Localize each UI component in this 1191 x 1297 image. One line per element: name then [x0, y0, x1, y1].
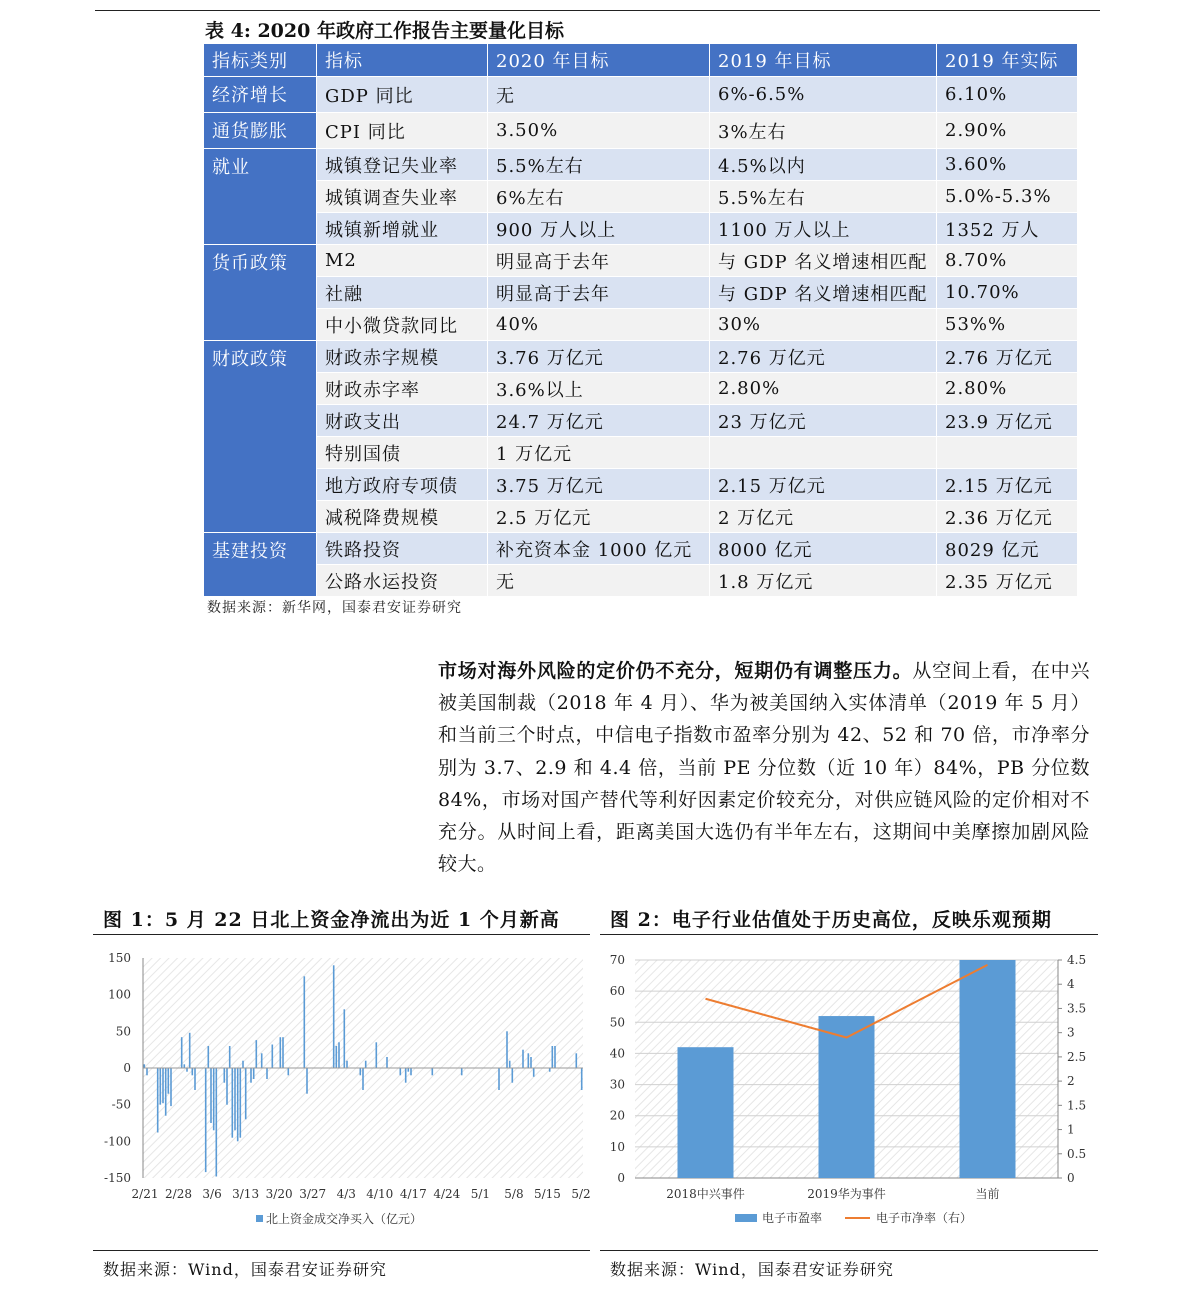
- chart1-xtick-label: 4/10: [366, 1187, 394, 1201]
- chart1-ytick-label: 100: [108, 987, 131, 1002]
- chart1-bar: [184, 1064, 186, 1068]
- chart1-ytick-label: -50: [111, 1097, 131, 1112]
- table-row: [204, 309, 1078, 341]
- chart2-legend-bar-label: 电子市盈率: [762, 1211, 823, 1225]
- indicator-cell: GDP 同比: [317, 77, 488, 113]
- chart1-bar: [165, 1068, 167, 1116]
- value-cell: 8029 亿元: [937, 533, 1078, 565]
- chart2-bar: [678, 1047, 734, 1178]
- chart1-bar: [549, 1068, 551, 1072]
- indicator-cell: 财政赤字规模: [317, 341, 488, 373]
- chart1-bar: [194, 1068, 196, 1090]
- value-cell: 2.80%: [710, 373, 937, 405]
- chart1-bar: [336, 1046, 338, 1068]
- paragraph-text: 从空间上看，在中兴被美国制裁（2018 年 4 月）、华为被美国纳入实体清单（2019 年 5 月）和当前三个时点，中信电子指数市盈率分别为 42、52 和 70 倍，市净率分别为 3.7、2.9 和 4.4 倍，当前 PE 分位数（近 10 年）84%，PB 分位数 84%，市场对国产替代等利好因素定价较充分，对供应链风险的定价相对不充分。从时间上看，距离美国大选仍有半年左右，这期间中美摩擦加剧风险较大。: [438, 660, 1090, 876]
- chart1-bar: [506, 1031, 508, 1068]
- chart1-bar: [386, 1057, 388, 1068]
- chart2-legend-line-label: 电子市净率（右）: [876, 1211, 973, 1225]
- indicator-cell: 铁路投资: [317, 533, 488, 565]
- chart1-bar: [498, 1068, 500, 1090]
- chart1-xtick-label: 3/20: [265, 1187, 293, 1201]
- value-cell: 5.5%左右: [488, 149, 710, 181]
- page-header-strip: [0, 0, 1191, 8]
- chart2-y2tick-label: 2.5: [1067, 1049, 1087, 1064]
- figure1-chart: [93, 940, 593, 1240]
- chart1-xtick-label: 5/2: [571, 1187, 591, 1201]
- chart1-bar: [272, 1045, 274, 1069]
- table-row: [204, 277, 1078, 309]
- figure2-bottom-rule: [600, 1250, 1098, 1251]
- chart1-bar: [192, 1068, 194, 1075]
- chart1-bar: [224, 1068, 226, 1083]
- chart1-bar: [245, 1068, 247, 1119]
- table-row: [204, 469, 1078, 501]
- chart1-bar: [333, 965, 335, 1068]
- chart1-ytick-label: -100: [104, 1134, 131, 1149]
- chart1-bar: [170, 1068, 172, 1106]
- value-cell: 2.36 万亿元: [937, 501, 1078, 533]
- value-cell: 53%%: [937, 309, 1078, 341]
- chart1-bar: [533, 1068, 535, 1077]
- header-category: 指标类别: [204, 44, 317, 77]
- chart1-bar: [213, 1068, 215, 1130]
- value-cell: [937, 437, 1078, 469]
- chart1-bar: [253, 1068, 255, 1079]
- chart1-bar: [232, 1068, 234, 1138]
- indicator-cell: CPI 同比: [317, 113, 488, 149]
- value-cell: 3.60%: [937, 149, 1078, 181]
- value-cell: 2.5 万亿元: [488, 501, 710, 533]
- value-cell: 1352 万人: [937, 213, 1078, 245]
- value-cell: 24.7 万亿元: [488, 405, 710, 437]
- chart1-bar: [266, 1068, 268, 1079]
- figure1-rule: [93, 934, 590, 935]
- table-row: [204, 437, 1078, 469]
- chart1-bar: [250, 1068, 252, 1083]
- chart1-ytick-label: 0: [123, 1061, 131, 1075]
- chart1-bar: [160, 1068, 162, 1105]
- value-cell: 40%: [488, 309, 710, 341]
- chart1-bar: [280, 1037, 282, 1068]
- value-cell: 3.75 万亿元: [488, 469, 710, 501]
- chart1-bar: [344, 1009, 346, 1068]
- header-2020-target: 2020 年目标: [488, 44, 710, 77]
- table-row: [204, 405, 1078, 437]
- table-row: [204, 533, 1078, 565]
- value-cell: 3%左右: [710, 113, 937, 149]
- value-cell: 8000 亿元: [710, 533, 937, 565]
- chart1-bar: [234, 1068, 236, 1130]
- value-cell: 3.6%以上: [488, 373, 710, 405]
- value-cell: 10.70%: [937, 277, 1078, 309]
- chart1-bar: [146, 1068, 148, 1075]
- value-cell: 3.50%: [488, 113, 710, 149]
- chart1-bar: [210, 1068, 212, 1123]
- value-cell: 1.8 万亿元: [710, 565, 937, 597]
- value-cell: 2.76 万亿元: [937, 341, 1078, 373]
- paragraph-lead: 市场对海外风险的定价仍不充分，短期仍有调整压力。: [438, 660, 913, 682]
- value-cell: 2.80%: [937, 373, 1078, 405]
- chart1-bar: [229, 1046, 231, 1068]
- chart1-bar: [237, 1068, 239, 1141]
- table-row: [204, 373, 1078, 405]
- indicator-cell: 城镇调查失业率: [317, 181, 488, 213]
- chart1-bar: [205, 1068, 207, 1172]
- indicator-cell: 公路水运投资: [317, 565, 488, 597]
- chart1-xtick-label: 4/24: [433, 1187, 461, 1201]
- value-cell: 1 万亿元: [488, 437, 710, 469]
- chart1-bar: [400, 1068, 402, 1075]
- chart2-y2tick-label: 1.5: [1067, 1098, 1087, 1113]
- chart1-bar: [362, 1068, 364, 1090]
- chart1-bar: [522, 1050, 524, 1068]
- chart1-bar: [282, 1037, 284, 1068]
- category-cell: 货币政策: [204, 245, 317, 341]
- table-row: [204, 181, 1078, 213]
- chart1-bar: [552, 1046, 554, 1068]
- chart2-bar: [819, 1016, 875, 1178]
- chart1-bar: [360, 1068, 362, 1075]
- chart1-xtick-label: 3/27: [299, 1187, 327, 1201]
- value-cell: 6.10%: [937, 77, 1078, 113]
- chart2-bar: [960, 960, 1016, 1178]
- table-row: [204, 213, 1078, 245]
- chart1-bar: [168, 1068, 170, 1094]
- indicator-cell: M2: [317, 245, 488, 277]
- chart1-bar: [288, 1068, 290, 1075]
- value-cell: 2.15 万亿元: [710, 469, 937, 501]
- chart2-ytick-label: 70: [609, 953, 625, 967]
- chart1-bar: [376, 1042, 378, 1068]
- chart1-bar: [365, 1061, 367, 1068]
- value-cell: 900 万人以上: [488, 213, 710, 245]
- value-cell: 2 万亿元: [710, 501, 937, 533]
- chart2-y2tick-label: 0: [1067, 1171, 1075, 1185]
- category-cell: 就业: [204, 149, 317, 245]
- chart2-ytick-label: 20: [609, 1108, 625, 1123]
- table-row: [204, 113, 1078, 149]
- chart1-bar: [189, 1033, 191, 1068]
- table-row: [204, 77, 1078, 113]
- value-cell: 无: [488, 77, 710, 113]
- value-cell: 23 万亿元: [710, 405, 937, 437]
- chart2-legend-bar-swatch: [735, 1214, 757, 1222]
- chart1-bar: [405, 1068, 407, 1083]
- chart2-xtick-label: 2019华为事件: [807, 1187, 886, 1201]
- chart2-ytick-label: 50: [609, 1015, 625, 1030]
- chart1-bar: [242, 1061, 244, 1068]
- chart1-bar: [261, 1053, 263, 1068]
- chart2-ytick-label: 30: [609, 1077, 625, 1092]
- chart1-xtick-label: 2/21: [131, 1187, 159, 1201]
- table-row: [204, 245, 1078, 277]
- indicator-cell: 地方政府专项债: [317, 469, 488, 501]
- chart2-y2tick-label: 3.5: [1067, 1001, 1087, 1016]
- chart1-xtick-label: 5/1: [470, 1187, 491, 1201]
- figure1-source: 数据来源：Wind，国泰君安证券研究: [103, 1260, 387, 1279]
- figure1-bottom-rule: [93, 1250, 590, 1251]
- chart1-ytick-label: 150: [108, 951, 131, 965]
- targets-table: [203, 43, 1078, 597]
- chart2-ytick-label: 10: [609, 1139, 625, 1154]
- value-cell: 5.5%左右: [710, 181, 937, 213]
- chart1-bar: [186, 1068, 188, 1072]
- indicator-cell: 财政赤字率: [317, 373, 488, 405]
- chart1-xtick-label: 3/6: [202, 1187, 222, 1201]
- chart1-bar: [346, 1061, 348, 1068]
- chart1-bar: [461, 1068, 463, 1075]
- value-cell: 与 GDP 名义增速相匹配: [710, 245, 937, 277]
- chart1-bar: [304, 976, 306, 1068]
- chart1-bar: [208, 1046, 210, 1068]
- table-row: [204, 501, 1078, 533]
- chart2-y2tick-label: 2: [1067, 1074, 1075, 1089]
- chart1-ytick-label: 50: [115, 1024, 131, 1039]
- value-cell: 30%: [710, 309, 937, 341]
- chart1-bar: [157, 1068, 159, 1133]
- header-indicator: 指标: [317, 44, 488, 77]
- indicator-cell: 财政支出: [317, 405, 488, 437]
- header-2019-actual: 2019 年实际: [937, 44, 1078, 77]
- chart2-y2tick-label: 4: [1067, 977, 1075, 992]
- chart1-bar: [216, 1068, 218, 1177]
- chart2-ytick-label: 60: [609, 984, 625, 999]
- chart1-bar: [240, 1068, 242, 1138]
- chart2-y2tick-label: 3: [1067, 1025, 1075, 1040]
- header-2019-target: 2019 年目标: [710, 44, 937, 77]
- table-row: [204, 149, 1078, 181]
- chart1-bar: [226, 1068, 228, 1105]
- body-paragraph: [438, 655, 1090, 880]
- table-row: [204, 565, 1078, 597]
- chart1-legend-swatch: [256, 1215, 263, 1222]
- indicator-cell: 社融: [317, 277, 488, 309]
- chart1-bar: [576, 1053, 578, 1068]
- category-cell: 经济增长: [204, 77, 317, 113]
- chart1-bar: [432, 1068, 434, 1075]
- value-cell: 明显高于去年: [488, 277, 710, 309]
- table-source: 数据来源：新华网，国泰君安证券研究: [207, 600, 462, 616]
- chart1-xtick-label: 3/13: [232, 1187, 260, 1201]
- value-cell: [710, 437, 937, 469]
- chart1-bar: [530, 1057, 532, 1068]
- table-header-row: [204, 44, 1078, 77]
- chart1-ytick-label: -150: [104, 1171, 131, 1185]
- value-cell: 2.15 万亿元: [937, 469, 1078, 501]
- chart1-xtick-label: 4/17: [399, 1187, 427, 1201]
- chart2-y2tick-label: 0.5: [1067, 1146, 1087, 1161]
- chart1-xtick-label: 5/8: [504, 1187, 524, 1201]
- value-cell: 4.5%以内: [710, 149, 937, 181]
- chart2-y2tick-label: 4.5: [1067, 953, 1087, 967]
- chart2-ytick-label: 40: [609, 1046, 625, 1061]
- value-cell: 8.70%: [937, 245, 1078, 277]
- chart1-bar: [554, 1046, 556, 1068]
- category-cell: 基建投资: [204, 533, 317, 597]
- chart1-bar: [581, 1068, 583, 1090]
- figure2-source: 数据来源：Wind，国泰君安证券研究: [610, 1260, 894, 1279]
- value-cell: 2.35 万亿元: [937, 565, 1078, 597]
- chart2-ytick-label: 0: [617, 1171, 625, 1185]
- chart1-bar: [181, 1037, 183, 1068]
- figure2-title: 图 2：电子行业估值处于历史高位，反映乐观预期: [610, 909, 1052, 931]
- table-title: 表 4: 2020 年政府工作报告主要量化目标: [205, 20, 564, 42]
- indicator-cell: 城镇新增就业: [317, 213, 488, 245]
- value-cell: 5.0%-5.3%: [937, 181, 1078, 213]
- chart2-y2tick-label: 1: [1067, 1122, 1075, 1137]
- value-cell: 6%-6.5%: [710, 77, 937, 113]
- value-cell: 2.90%: [937, 113, 1078, 149]
- indicator-cell: 城镇登记失业率: [317, 149, 488, 181]
- chart2-xtick-label: 当前: [975, 1187, 1000, 1201]
- chart1-bar: [512, 1068, 514, 1083]
- chart1-bar: [338, 1042, 340, 1068]
- chart1-bar: [256, 1040, 258, 1068]
- header-rule: [95, 10, 1100, 11]
- category-cell: 通货膨胀: [204, 113, 317, 149]
- chart1-xtick-label: 4/3: [336, 1187, 356, 1201]
- chart1-bar: [144, 1064, 146, 1068]
- value-cell: 1100 万人以上: [710, 213, 937, 245]
- indicator-cell: 特别国债: [317, 437, 488, 469]
- chart1-bar: [509, 1061, 511, 1068]
- chart1-bar: [528, 1053, 530, 1068]
- chart1-xtick-label: 2/28: [165, 1187, 193, 1201]
- indicator-cell: 减税降费规模: [317, 501, 488, 533]
- figure2-rule: [600, 934, 1098, 935]
- table-row: [204, 341, 1078, 373]
- chart1-bar: [306, 1068, 308, 1094]
- category-cell: 财政政策: [204, 341, 317, 533]
- chart2-xtick-label: 2018中兴事件: [666, 1187, 745, 1201]
- figure2-chart: [600, 940, 1098, 1240]
- chart1-bar: [410, 1068, 412, 1075]
- figure1-title: 图 1：5 月 22 日北上资金净流出为近 1 个月新高: [103, 909, 560, 931]
- value-cell: 明显高于去年: [488, 245, 710, 277]
- value-cell: 6%左右: [488, 181, 710, 213]
- chart1-bar: [162, 1068, 164, 1103]
- value-cell: 与 GDP 名义增速相匹配: [710, 277, 937, 309]
- value-cell: 无: [488, 565, 710, 597]
- chart1-xtick-label: 5/15: [533, 1187, 561, 1201]
- indicator-cell: 中小微贷款同比: [317, 309, 488, 341]
- value-cell: 3.76 万亿元: [488, 341, 710, 373]
- value-cell: 补充资本金 1000 亿元: [488, 533, 710, 565]
- chart1-bar: [408, 1068, 410, 1072]
- chart1-legend-label: 北上资金成交净买入（亿元）: [266, 1212, 423, 1226]
- value-cell: 23.9 万亿元: [937, 405, 1078, 437]
- value-cell: 2.76 万亿元: [710, 341, 937, 373]
